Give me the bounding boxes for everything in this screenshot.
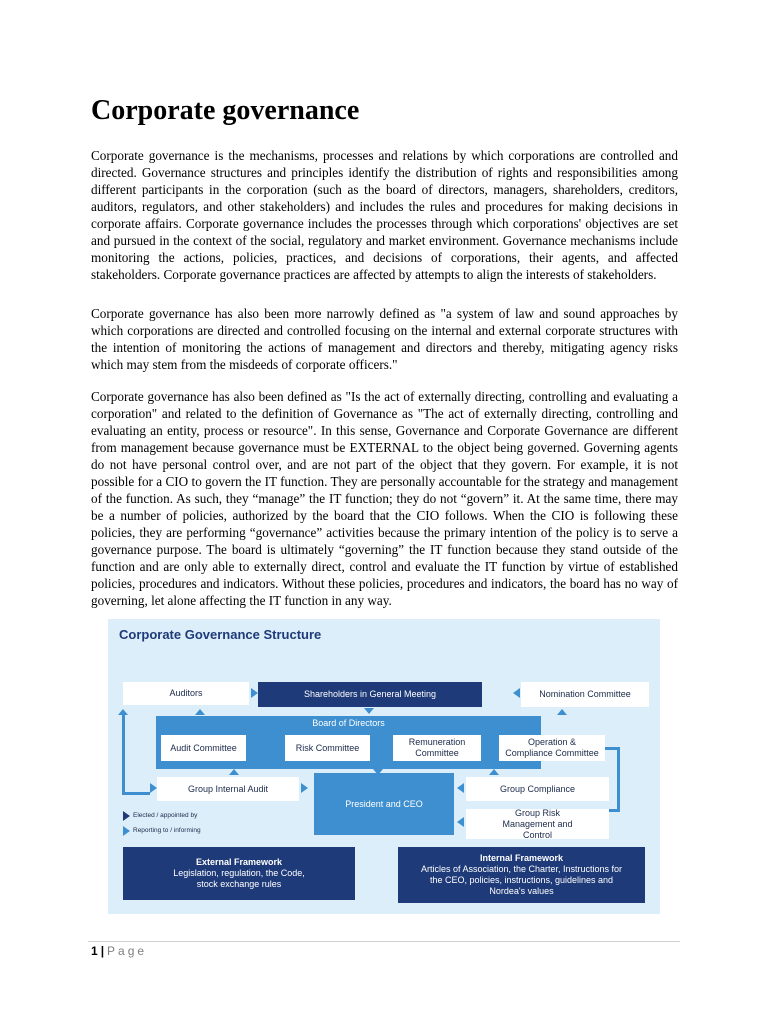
footer-divider [88,941,680,942]
internal-framework-title: Internal Framework [479,853,564,863]
group-internal-audit-box: Group Internal Audit [157,777,299,801]
legend-reporting: Reporting to / informing [133,827,201,834]
left-connector [122,715,125,794]
arrow-up-icon [118,709,128,715]
president-ceo-box: President and CEO [314,773,454,835]
left-connector [122,792,150,795]
legend-elected: Elected / appointed by [133,812,198,819]
group-risk-management-box: Group Risk Management and Control [466,809,609,839]
external-framework-body: Legislation, regulation, the Code, stock exchange rules [173,868,305,889]
elected-legend-icon [123,811,130,821]
operation-compliance-committee-box: Operation & Compliance Committee [499,735,605,761]
right-connector [605,747,620,750]
arrow-left-icon [457,817,464,827]
remuneration-committee-box: Remuneration Committee [393,735,481,761]
arrow-right-icon [301,783,308,793]
audit-committee-box: Audit Committee [161,735,246,761]
group-compliance-box: Group Compliance [466,777,609,801]
page-number: 1 [91,944,98,958]
diagram-title: Corporate Governance Structure [119,627,322,642]
risk-committee-box: Risk Committee [285,735,370,761]
page-title: Corporate governance [91,95,360,126]
internal-framework-body: Articles of Association, the Charter, Instructions for the CEO, policies, instructions, guidelines and Nordea's values [420,864,623,896]
page-footer [91,944,147,958]
shareholders-box: Shareholders in General Meeting [258,682,482,707]
footer-separator: | [100,944,105,958]
arrow-up-icon [489,769,499,775]
reporting-legend-icon [123,826,130,836]
governance-structure-diagram [108,619,660,914]
arrow-right-icon [150,783,157,793]
page-label: Page [107,944,148,958]
arrow-down-icon [364,708,374,714]
external-framework-box [123,847,355,900]
nomination-committee-box: Nomination Committee [521,682,649,707]
arrow-up-icon [229,769,239,775]
auditors-box: Auditors [123,682,249,705]
paragraph-2: Corporate governance has also been more narrowly defined as "a system of law and sound approaches by which corporations are directed and controlled focusing on the internal and external corporate structures with the intention of monitoring the actions of management and directors and thereby, mitigating agency risks which may stem from the misdeeds of corporate officers." [91,306,678,372]
arrow-right-icon [251,688,258,698]
arrow-left-icon [513,688,520,698]
arrow-left-icon [457,783,464,793]
right-connector [617,747,620,811]
internal-framework-box [398,847,645,903]
external-framework-title: External Framework [195,857,283,867]
arrow-up-icon [557,709,567,715]
paragraph-1: Corporate governance is the mechanisms, processes and relations by which corporations are controlled and directed. Governance structures and principles identify the distribution of rights and responsibilities among different participants in the corporation (such as the board of directors, managers, shareholders, creditors, auditors, regulators, and other stakeholders) and includes the rules and procedures for making decisions in corporate affairs. Corporate governance includes the processes through which corporations' objectives are set and pursued in the context of the social, regulatory and market environment. Governance mechanisms include monitoring the actions, policies, practices, and decisions of corporations, their agents, and affected stakeholders. Corporate governance practices are affected by attempts to align the interests of stakeholders. [91,148,678,282]
arrow-up-icon [195,709,205,715]
board-label: Board of Directors [312,718,385,728]
paragraph-3: Corporate governance has also been defined as "Is the act of externally directing, controlling and evaluating a corporation" and related to the definition of Governance as "The act of externally directing, controlling and evaluating an entity, process or resource". In this sense, Governance and Corporate Governance are different from management because governance must be EXTERNAL to the object being governed. Governing agents do not have personal control over, and are not part of the object that they govern. For example, it is not possible for a CIO to govern the IT function. They are personally accountable for the strategy and management of the function. As such, they “manage” the IT function; they do not “govern” it. At the same time, there may be a number of policies, authorized by the board that the CIO follows. When the CIO is following these policies, they are performing “governance” activities because the primary intention of the policy is to serve a governance purpose. The board is ultimately “governing” the IT function because they stand outside of the function and are only able to externally direct, control and evaluate the IT function by virtue of established policies, procedures and indicators. Without these policies, procedures and indicators, the board has no way of governing, let alone affecting the IT function in any way. [91,389,678,608]
